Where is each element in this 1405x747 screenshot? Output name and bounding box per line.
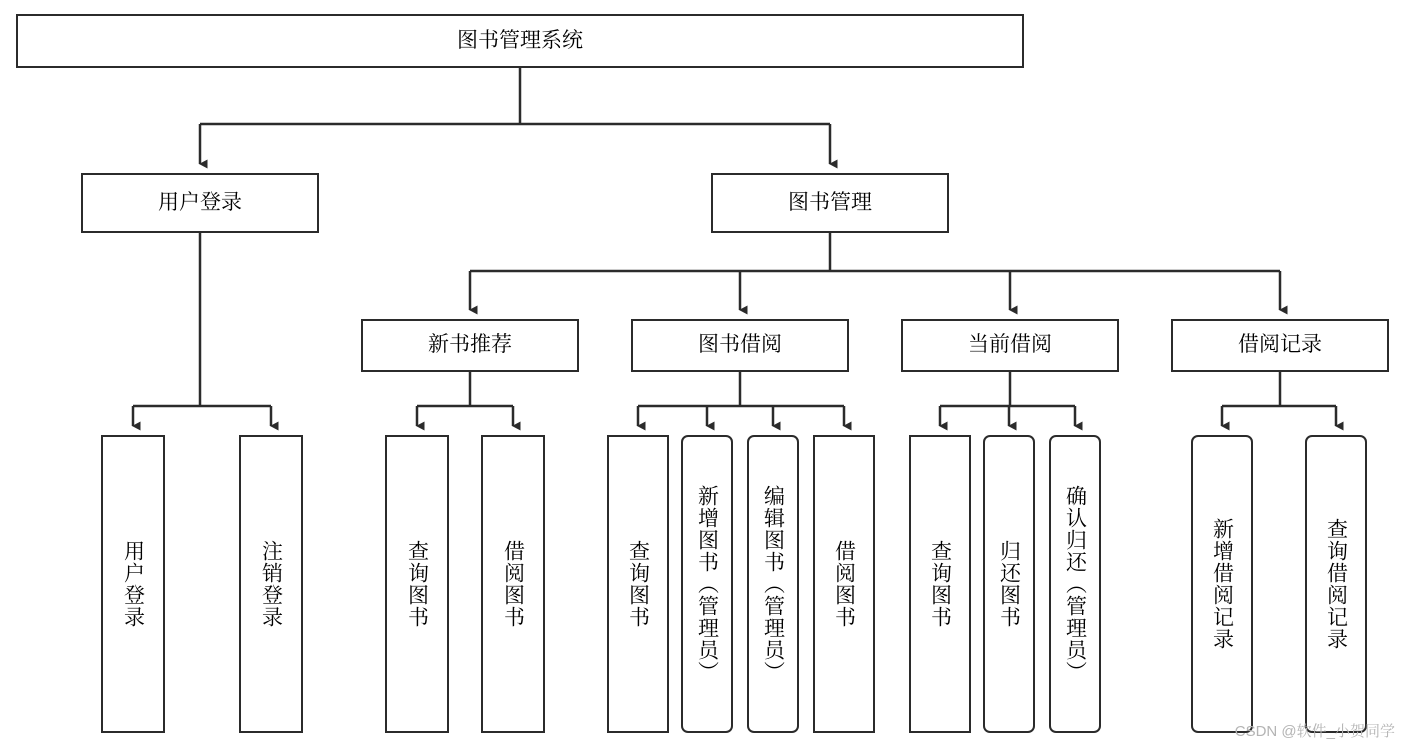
node-new-book-recommend[interactable] (361, 319, 579, 372)
node-label: 编辑图书（管理员） (761, 485, 785, 683)
node-label: 新书推荐 (428, 333, 512, 357)
node-label: 借阅图书 (501, 540, 525, 628)
node-add-book[interactable] (681, 435, 733, 733)
node-label: 图书借阅 (698, 333, 782, 357)
node-query-borrow-record[interactable] (1305, 435, 1367, 733)
node-label: 新增借阅记录 (1210, 518, 1234, 650)
node-query-book-2[interactable] (607, 435, 669, 733)
node-query-book-1[interactable] (385, 435, 449, 733)
node-current-borrow[interactable] (901, 319, 1119, 372)
node-label: 查询借阅记录 (1324, 518, 1348, 650)
node-user-login-group[interactable] (81, 173, 319, 233)
node-query-book-3[interactable] (909, 435, 971, 733)
node-label: 查询图书 (928, 540, 952, 628)
node-return-book[interactable] (983, 435, 1035, 733)
node-add-borrow-record[interactable] (1191, 435, 1253, 733)
node-label: 借阅记录 (1238, 333, 1322, 357)
node-user-login[interactable] (101, 435, 165, 733)
node-borrow-book-1[interactable] (481, 435, 545, 733)
node-borrow-records[interactable] (1171, 319, 1389, 372)
node-book-borrow[interactable] (631, 319, 849, 372)
node-root[interactable] (16, 14, 1024, 68)
node-label: 图书管理系统 (457, 28, 583, 52)
node-logout[interactable] (239, 435, 303, 733)
node-label: 当前借阅 (968, 333, 1052, 357)
node-borrow-book-2[interactable] (813, 435, 875, 733)
node-label: 查询图书 (405, 540, 429, 628)
node-label: 用户登录 (121, 540, 145, 628)
node-confirm-return[interactable] (1049, 435, 1101, 733)
watermark: CSDN @软件_小贺同学 (1234, 723, 1395, 740)
node-label: 注销登录 (259, 540, 283, 628)
node-label: 图书管理 (788, 190, 872, 214)
node-label: 新增图书（管理员） (695, 485, 719, 683)
node-label: 查询图书 (626, 540, 650, 628)
node-book-management[interactable] (711, 173, 949, 233)
node-label: 借阅图书 (832, 540, 856, 628)
node-label: 归还图书 (997, 540, 1021, 628)
node-label: 用户登录 (158, 190, 242, 214)
node-edit-book[interactable] (747, 435, 799, 733)
node-label: 确认归还（管理员） (1063, 485, 1087, 683)
